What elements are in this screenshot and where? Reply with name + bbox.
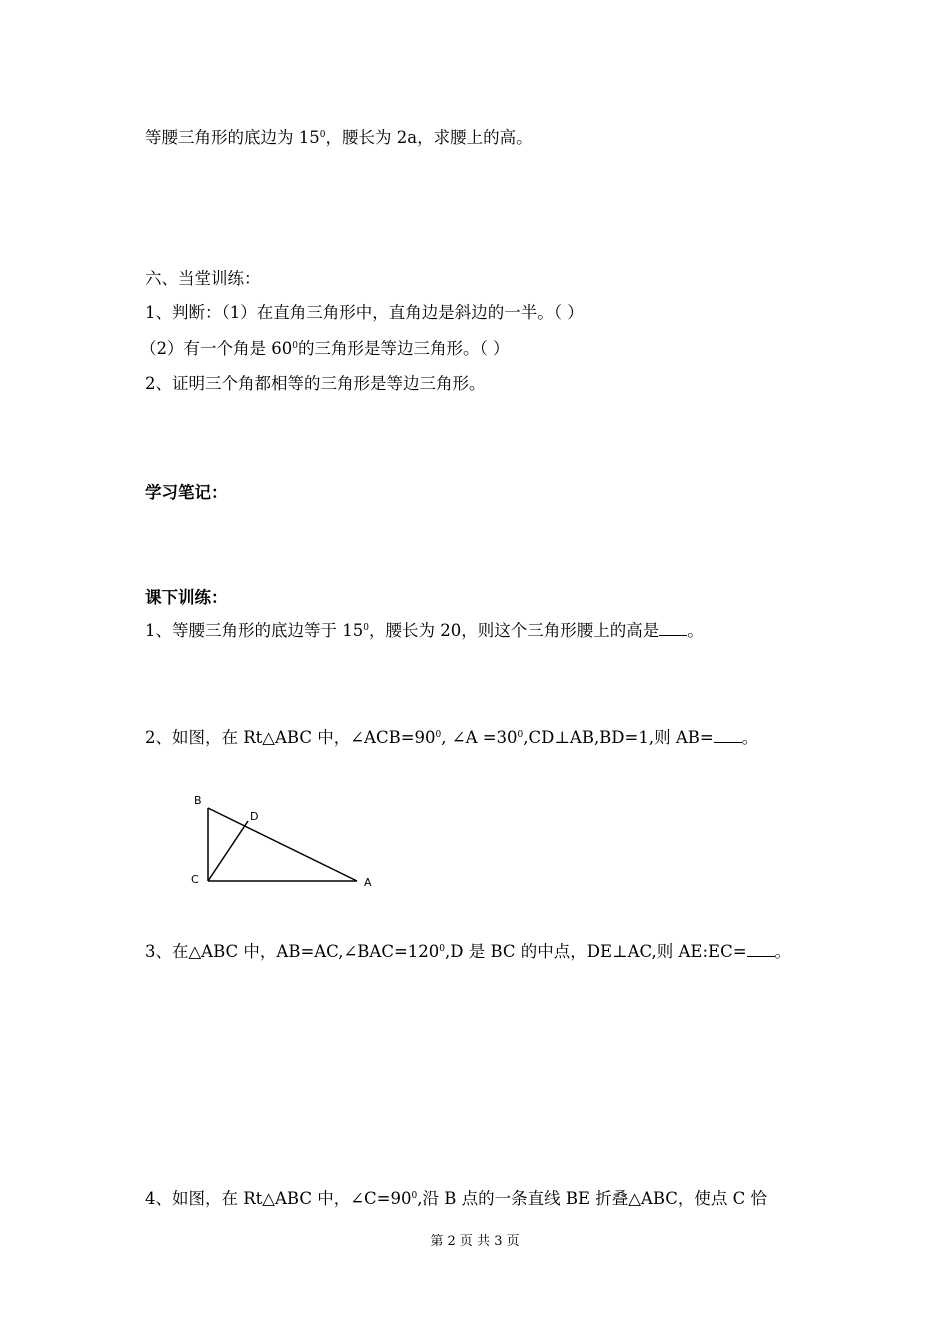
top-problem-text-a: 等腰三角形的底边为 15 (145, 128, 320, 147)
segment-cd (208, 821, 248, 881)
section6-title: 六、当堂训练： (145, 269, 261, 288)
section6-q2: 2、证明三个角都相等的三角形是等边三角形。 (145, 374, 486, 393)
homework-q1-end: 。 (687, 621, 704, 640)
triangle-figure (185, 788, 385, 890)
top-problem-text-b: ，腰长为 2a，求腰上的高。 (325, 128, 533, 147)
page-footer: 第 2 页 共 3 页 (430, 1234, 520, 1249)
section6-q1-part2-a: （2）有一个角是 60 (140, 339, 293, 358)
degree-sup: 0 (435, 730, 442, 740)
label-b: B (194, 794, 202, 807)
answer-blank (747, 956, 775, 957)
homework-q3 (145, 941, 791, 963)
homework-q3-b: ,D 是 BC 的中点，DE⊥AC,则 AE:EC= (445, 942, 747, 961)
homework-q2-a: 2、如图，在 Rt△ABC 中，∠ACB=90 (145, 728, 436, 747)
homework-q2-end: 。 (741, 728, 759, 747)
degree-sup: 0 (411, 1191, 418, 1201)
answer-blank (714, 742, 742, 743)
homework-title: 课下训练： (145, 588, 228, 607)
section6-q1-part2-b: 的三角形是等边三角形。（ ） (297, 339, 510, 358)
degree-sup: 0 (517, 730, 524, 740)
segment-ab (208, 808, 357, 881)
label-c: C (191, 873, 199, 886)
answer-blank (659, 635, 687, 636)
section6-q1: 1、判断：（1）在直角三角形中，直角边是斜边的一半。（ ） (145, 303, 584, 322)
homework-q4-a: 4、如图，在 Rt△ABC 中，∠C=90 (145, 1189, 412, 1208)
label-d: D (250, 810, 259, 823)
homework-q2 (145, 727, 758, 749)
notes-title: 学习笔记： (145, 483, 228, 502)
homework-q2-b: , ∠A =30 (441, 728, 518, 747)
homework-q4-b: ,沿 B 点的一条直线 BE 折叠△ABC，使点 C 恰 (417, 1189, 768, 1208)
label-a: A (364, 876, 372, 889)
section6-q1-part2 (140, 338, 509, 360)
homework-q3-a: 3、在△ABC 中，AB=AC,∠BAC=120 (145, 942, 440, 961)
homework-q3-end: 。 (774, 942, 792, 961)
homework-q4 (145, 1188, 767, 1210)
degree-sup: 0 (363, 623, 369, 633)
degree-sup: 0 (292, 341, 298, 351)
homework-q1-a: 1、等腰三角形的底边等于 15 (145, 621, 364, 640)
homework-q2-c: ,CD⊥AB,BD=1,则 AB= (523, 728, 714, 747)
homework-q1-b: ，腰长为 20，则这个三角形腰上的高是 (368, 621, 660, 640)
top-problem (145, 127, 533, 149)
homework-q1 (145, 620, 704, 642)
degree-sup: 0 (439, 944, 446, 954)
degree-sup: 0 (319, 130, 326, 140)
